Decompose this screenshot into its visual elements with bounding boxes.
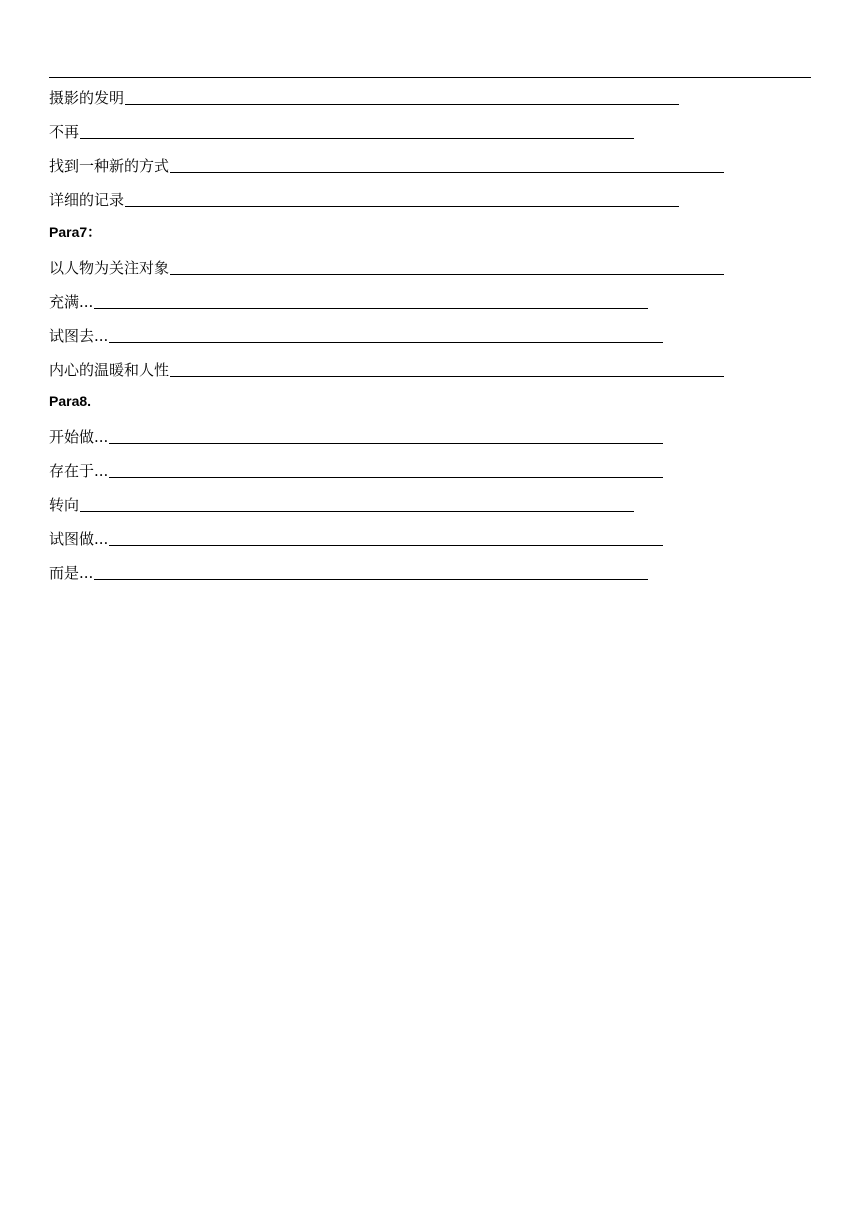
- answer-blank[interactable]: [80, 138, 634, 139]
- fill-blank-row: [49, 84, 679, 108]
- fill-blank-row: [49, 559, 648, 583]
- prompt-label: 充满...: [49, 293, 94, 311]
- prompt-label: 不再: [49, 123, 80, 141]
- answer-blank[interactable]: [125, 104, 679, 105]
- prompt-label: 而是...: [49, 564, 94, 582]
- answer-blank[interactable]: [125, 206, 679, 207]
- answer-blank[interactable]: [94, 579, 648, 580]
- fill-blank-row: [49, 288, 648, 312]
- fill-blank-row: [49, 118, 634, 142]
- prompt-label: 详细的记录: [49, 191, 125, 209]
- prompt-label: 内心的温暖和人性: [49, 361, 170, 379]
- fill-blank-row: [49, 254, 724, 278]
- section-heading-para7: Para7：: [49, 224, 102, 240]
- prompt-label: 开始做...: [49, 428, 109, 446]
- prompt-label: 存在于...: [49, 462, 109, 480]
- answer-blank[interactable]: [109, 443, 663, 444]
- fill-blank-row: [49, 491, 634, 515]
- fill-blank-row: [49, 525, 663, 549]
- prompt-label: 试图去...: [49, 327, 109, 345]
- prompt-label: 试图做...: [49, 530, 109, 548]
- fill-blank-row: [49, 152, 724, 176]
- section-heading-para8: Para8.: [49, 393, 92, 409]
- top-divider: [49, 77, 811, 78]
- fill-blank-row: [49, 457, 663, 481]
- answer-blank[interactable]: [94, 308, 648, 309]
- prompt-label: 转向: [49, 496, 80, 514]
- prompt-label: 摄影的发明: [49, 89, 125, 107]
- answer-blank[interactable]: [170, 376, 724, 377]
- answer-blank[interactable]: [109, 545, 663, 546]
- answer-blank[interactable]: [109, 342, 663, 343]
- prompt-label: 找到一种新的方式: [49, 157, 170, 175]
- fill-blank-row: [49, 356, 724, 380]
- answer-blank[interactable]: [80, 511, 634, 512]
- answer-blank[interactable]: [109, 477, 663, 478]
- fill-blank-row: [49, 322, 663, 346]
- fill-blank-row: [49, 186, 679, 210]
- fill-blank-row: [49, 423, 663, 447]
- answer-blank[interactable]: [170, 274, 724, 275]
- prompt-label: 以人物为关注对象: [49, 259, 170, 277]
- answer-blank[interactable]: [170, 172, 724, 173]
